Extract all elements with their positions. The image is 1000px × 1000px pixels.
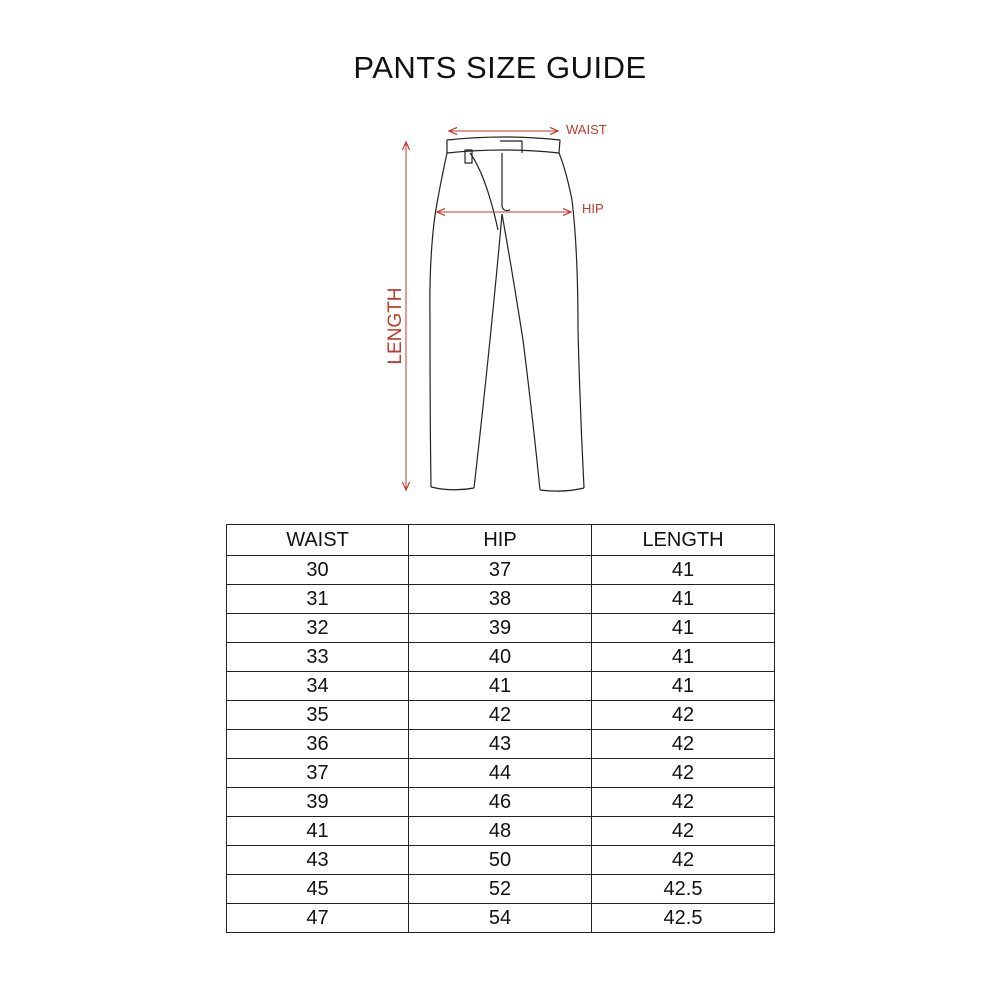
- length-cell: 42: [592, 788, 775, 817]
- table-row: [227, 875, 775, 904]
- length-cell: 42: [592, 817, 775, 846]
- hip-label: HIP: [582, 201, 604, 216]
- length-cell: 42: [592, 730, 775, 759]
- length-cell: 42: [592, 759, 775, 788]
- length-cell: 42.5: [592, 875, 775, 904]
- hip-cell: 50: [409, 846, 592, 875]
- length-cell: 41: [592, 614, 775, 643]
- table-row: [227, 904, 775, 933]
- waist-cell: 45: [227, 875, 409, 904]
- table-row: [227, 846, 775, 875]
- table-row: [227, 643, 775, 672]
- length-label: LENGTH: [385, 287, 406, 365]
- waist-cell: 31: [227, 585, 409, 614]
- waist-cell: 43: [227, 846, 409, 875]
- table-row: [227, 730, 775, 759]
- length-cell: 41: [592, 643, 775, 672]
- length-cell: 42.5: [592, 904, 775, 933]
- hip-cell: 46: [409, 788, 592, 817]
- hip-cell: 54: [409, 904, 592, 933]
- waist-cell: 36: [227, 730, 409, 759]
- waist-label: WAIST: [566, 122, 607, 137]
- waist-cell: 35: [227, 701, 409, 730]
- hip-cell: 41: [409, 672, 592, 701]
- table-row: [227, 672, 775, 701]
- table-row: [227, 701, 775, 730]
- table-row: [227, 585, 775, 614]
- waist-cell: 47: [227, 904, 409, 933]
- length-cell: 42: [592, 701, 775, 730]
- table-row: [227, 614, 775, 643]
- waist-cell: 39: [227, 788, 409, 817]
- header-hip: HIP: [409, 525, 592, 556]
- waist-cell: 33: [227, 643, 409, 672]
- length-cell: 42: [592, 846, 775, 875]
- hip-cell: 38: [409, 585, 592, 614]
- waist-cell: 30: [227, 556, 409, 585]
- table-header-row: [227, 525, 775, 556]
- length-cell: 41: [592, 556, 775, 585]
- hip-cell: 52: [409, 875, 592, 904]
- size-table: [226, 524, 775, 933]
- waist-cell: 41: [227, 817, 409, 846]
- hip-cell: 48: [409, 817, 592, 846]
- page-title: PANTS SIZE GUIDE: [353, 50, 647, 85]
- table-row: [227, 817, 775, 846]
- table-row: [227, 759, 775, 788]
- hip-cell: 39: [409, 614, 592, 643]
- hip-cell: 37: [409, 556, 592, 585]
- length-cell: 41: [592, 672, 775, 701]
- header-length: LENGTH: [592, 525, 775, 556]
- hip-cell: 43: [409, 730, 592, 759]
- table-row: [227, 556, 775, 585]
- hip-cell: 42: [409, 701, 592, 730]
- hip-cell: 44: [409, 759, 592, 788]
- hip-cell: 40: [409, 643, 592, 672]
- length-cell: 41: [592, 585, 775, 614]
- header-waist: WAIST: [227, 525, 409, 556]
- pants-outline: [430, 137, 584, 491]
- table-row: [227, 788, 775, 817]
- waist-cell: 37: [227, 759, 409, 788]
- waist-cell: 32: [227, 614, 409, 643]
- waist-cell: 34: [227, 672, 409, 701]
